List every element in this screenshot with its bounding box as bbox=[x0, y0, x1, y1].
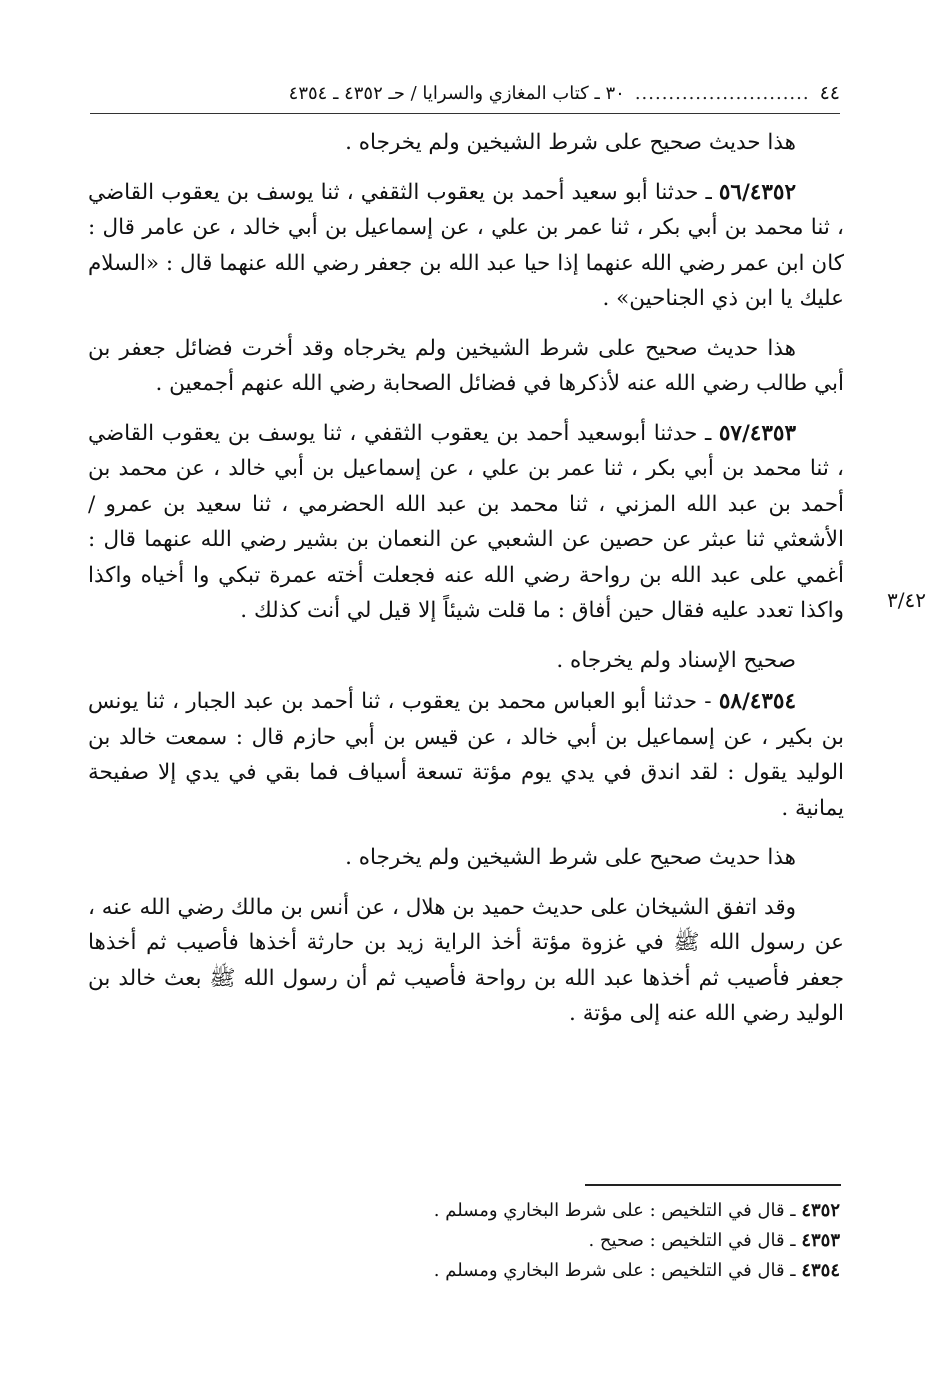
margin-reference: ٣/٤٢ bbox=[887, 588, 926, 612]
footnote-rule bbox=[585, 1184, 841, 1186]
paragraph-1: هذا حديث صحيح على شرط الشيخين ولم يخرجاه . bbox=[345, 130, 796, 155]
hadith-number: ٥٨/٤٣٥٤ bbox=[718, 689, 796, 714]
main-text bbox=[88, 125, 844, 1032]
footnotes bbox=[300, 1196, 840, 1286]
hadith-number: ٥٦/٤٣٥٢ bbox=[718, 179, 796, 205]
paragraph-5: صحيح الإسناد ولم يخرجاه . bbox=[556, 647, 796, 673]
footnote-4352: ٤٣٥٢ ـ قال في التلخيص : على شرط البخاري ومسلم . bbox=[433, 1200, 840, 1221]
footnote-4353: ٤٣٥٣ ـ قال في التلخيص : صحيح . bbox=[588, 1230, 840, 1251]
header-rule bbox=[90, 113, 840, 114]
running-title: ٣٠ ـ كتاب المغازي والسرايا / حـ ٤٣٥٢ ـ ٤٣٥٤ bbox=[288, 82, 625, 104]
header-dots: .......................... bbox=[634, 82, 810, 104]
hadith-number: ٥٧/٤٣٥٣ bbox=[718, 420, 796, 446]
hadith-4354: ٥٨/٤٣٥٤ - حدثنا أبو العباس محمد بن يعقوب ، ثنا أحمد بن عبد الجبار ، ثنا يونس بن بكير ، عن إسماعيل بن أبي خالد ، عن قيس بن أبي حازم قال : سمعت خالد بن الوليد يقول : لقد اندق في يدي يوم مؤتة تسعة أسياف فما بقي في يدي إلا صفيحة يمانية . bbox=[88, 689, 844, 821]
hadith-4353: ٥٧/٤٣٥٣ ـ حدثنا أبوسعيد أحمد بن يعقوب الثقفي ، ثنا يوسف بن يعقوب القاضي ، ثنا محمد بن أبي بكر ، ثنا عمر بن علي ، عن إسماعيل بن أبي خالد ، عن محمد بن أحمد بن عبد الله المزني ، ثنا محمد بن عبد الله الحضرمي ، ثنا سعيد بن عمرو / الأشعثي ثنا عبثر عن حصين عن الشعبي عن النعمان بن بشير رضي الله عنهما قال : أغمي على عبد الله بن رواحة رضي الله عنه فجعلت أخته عمرة تبكي وا أخياه واكذا واكذا تعدد عليه فقال حين أفاق : ما قلت شيئاً إلا قيل لي أنت كذلك . bbox=[88, 420, 844, 623]
hadith-4352: ٥٦/٤٣٥٢ ـ حدثنا أبو سعيد أحمد بن يعقوب الثقفي ، ثنا يوسف بن يعقوب القاضي ، ثنا محمد بن أبي بكر ، ثنا عمر بن علي ، عن إسماعيل بن أبي خالد ، عن عامر قال : كان ابن عمر رضي الله عنهما إذا حيا عبد الله بن جعفر رضي الله عنهما قال : «السلام عليك يا ابن ذي الجناحين» . bbox=[88, 179, 844, 311]
page-number: ٤٤ bbox=[819, 82, 840, 104]
paragraph-3: هذا حديث صحيح على شرط الشيخين ولم يخرجاه وقد أخرت فضائل جعفر بن أبي طالب رضي الله عنه لأذكرها في فضائل الصحابة رضي الله عنهم أجمعين . bbox=[88, 335, 844, 396]
paragraph-8: وقد اتفق الشيخان على حديث حميد بن هلال ، عن أنس بن مالك رضي الله عنه ، عن رسول الله ﷺ في غزوة مؤتة أخذ الراية زيد بن حارثة أخذها فأصيب ثم أخذها جعفر فأصيب ثم أخذها عبد الله بن رواحة فأصيب ثم أن رسول الله ﷺ بعث خالد بن الوليد رضي الله عنه إلى مؤتة . bbox=[88, 894, 844, 1026]
footnote-4354: ٤٣٥٤ ـ قال في التلخيص : على شرط البخاري ومسلم . bbox=[433, 1260, 840, 1281]
page-header bbox=[90, 78, 840, 108]
paragraph-7: هذا حديث صحيح على شرط الشيخين ولم يخرجاه . bbox=[345, 845, 796, 870]
